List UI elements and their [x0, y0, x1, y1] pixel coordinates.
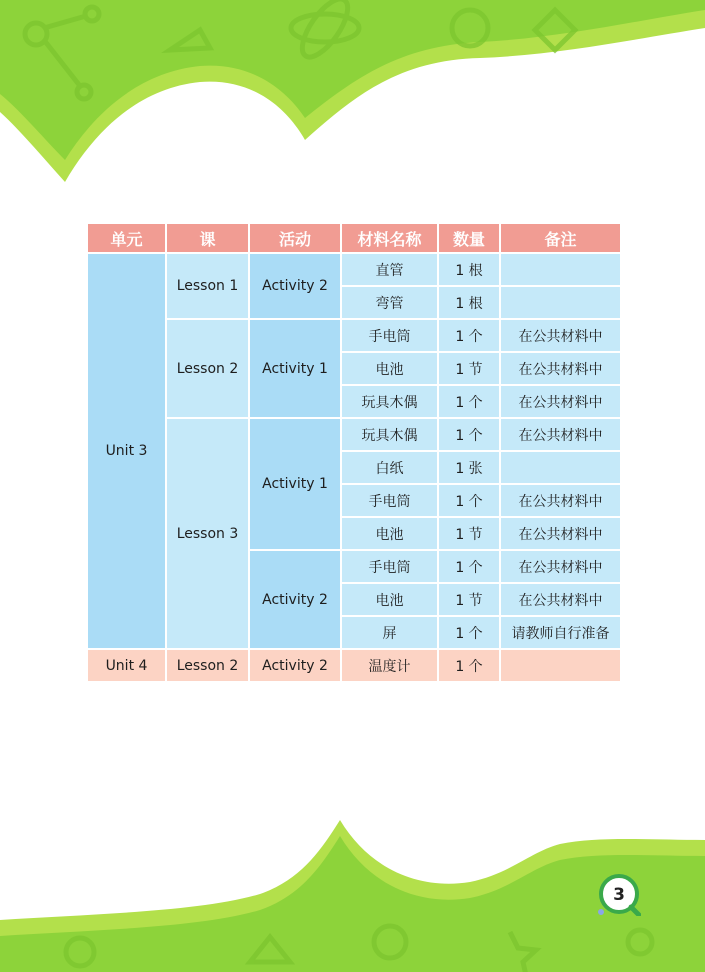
lesson-cell: Lesson 2: [166, 649, 249, 682]
quantity-cell: 1 节: [438, 352, 500, 385]
activity-cell: Activity 2: [249, 649, 341, 682]
quantity-cell: 1 个: [438, 385, 500, 418]
activity-cell: Activity 1: [249, 319, 341, 418]
quantity-cell: 1 个: [438, 418, 500, 451]
material-cell: 手电筒: [341, 550, 438, 583]
lesson-cell: Lesson 1: [166, 253, 249, 319]
note-cell: [500, 649, 621, 682]
quantity-cell: 1 张: [438, 451, 500, 484]
header-lesson: 课: [166, 223, 249, 253]
unit-cell: Unit 4: [87, 649, 166, 682]
table-row: [87, 253, 621, 286]
top-green-decoration: [0, 0, 705, 200]
material-cell: 手电筒: [341, 484, 438, 517]
page-number: 3: [613, 885, 625, 905]
quantity-cell: 1 节: [438, 517, 500, 550]
material-cell: 电池: [341, 352, 438, 385]
material-cell: 手电筒: [341, 319, 438, 352]
material-cell: 电池: [341, 517, 438, 550]
note-cell: 在公共材料中: [500, 418, 621, 451]
activity-cell: Activity 2: [249, 253, 341, 319]
material-cell: 玩具木偶: [341, 418, 438, 451]
note-cell: 在公共材料中: [500, 583, 621, 616]
quantity-cell: 1 根: [438, 286, 500, 319]
material-cell: 温度计: [341, 649, 438, 682]
table-row: [87, 418, 621, 451]
header-material: 材料名称: [341, 223, 438, 253]
note-cell: 在公共材料中: [500, 517, 621, 550]
table-row: [87, 319, 621, 352]
material-cell: 玩具木偶: [341, 385, 438, 418]
activity-cell: Activity 2: [249, 550, 341, 649]
note-cell: [500, 253, 621, 286]
header-activity: 活动: [249, 223, 341, 253]
note-cell: 在公共材料中: [500, 550, 621, 583]
material-cell: 直管: [341, 253, 438, 286]
header-note: 备注: [500, 223, 621, 253]
material-cell: 电池: [341, 583, 438, 616]
table-row-unit4: [87, 649, 621, 682]
material-cell: 弯管: [341, 286, 438, 319]
quantity-cell: 1 个: [438, 484, 500, 517]
quantity-cell: 1 个: [438, 649, 500, 682]
materials-table: [86, 222, 622, 683]
quantity-cell: 1 个: [438, 616, 500, 649]
quantity-cell: 1 个: [438, 550, 500, 583]
activity-cell: Activity 1: [249, 418, 341, 550]
lesson-cell: Lesson 2: [166, 319, 249, 418]
material-cell: 白纸: [341, 451, 438, 484]
lesson-cell: Lesson 3: [166, 418, 249, 649]
note-cell: [500, 286, 621, 319]
quantity-cell: 1 节: [438, 583, 500, 616]
quantity-cell: 1 个: [438, 319, 500, 352]
note-cell: 在公共材料中: [500, 385, 621, 418]
note-cell: 请教师自行准备: [500, 616, 621, 649]
header-quantity: 数量: [438, 223, 500, 253]
note-cell: [500, 451, 621, 484]
note-cell: 在公共材料中: [500, 484, 621, 517]
header-unit: 单元: [87, 223, 166, 253]
material-cell: 屏: [341, 616, 438, 649]
note-cell: 在公共材料中: [500, 319, 621, 352]
unit-cell: Unit 3: [87, 253, 166, 649]
note-cell: 在公共材料中: [500, 352, 621, 385]
quantity-cell: 1 根: [438, 253, 500, 286]
table-header-row: [87, 223, 621, 253]
